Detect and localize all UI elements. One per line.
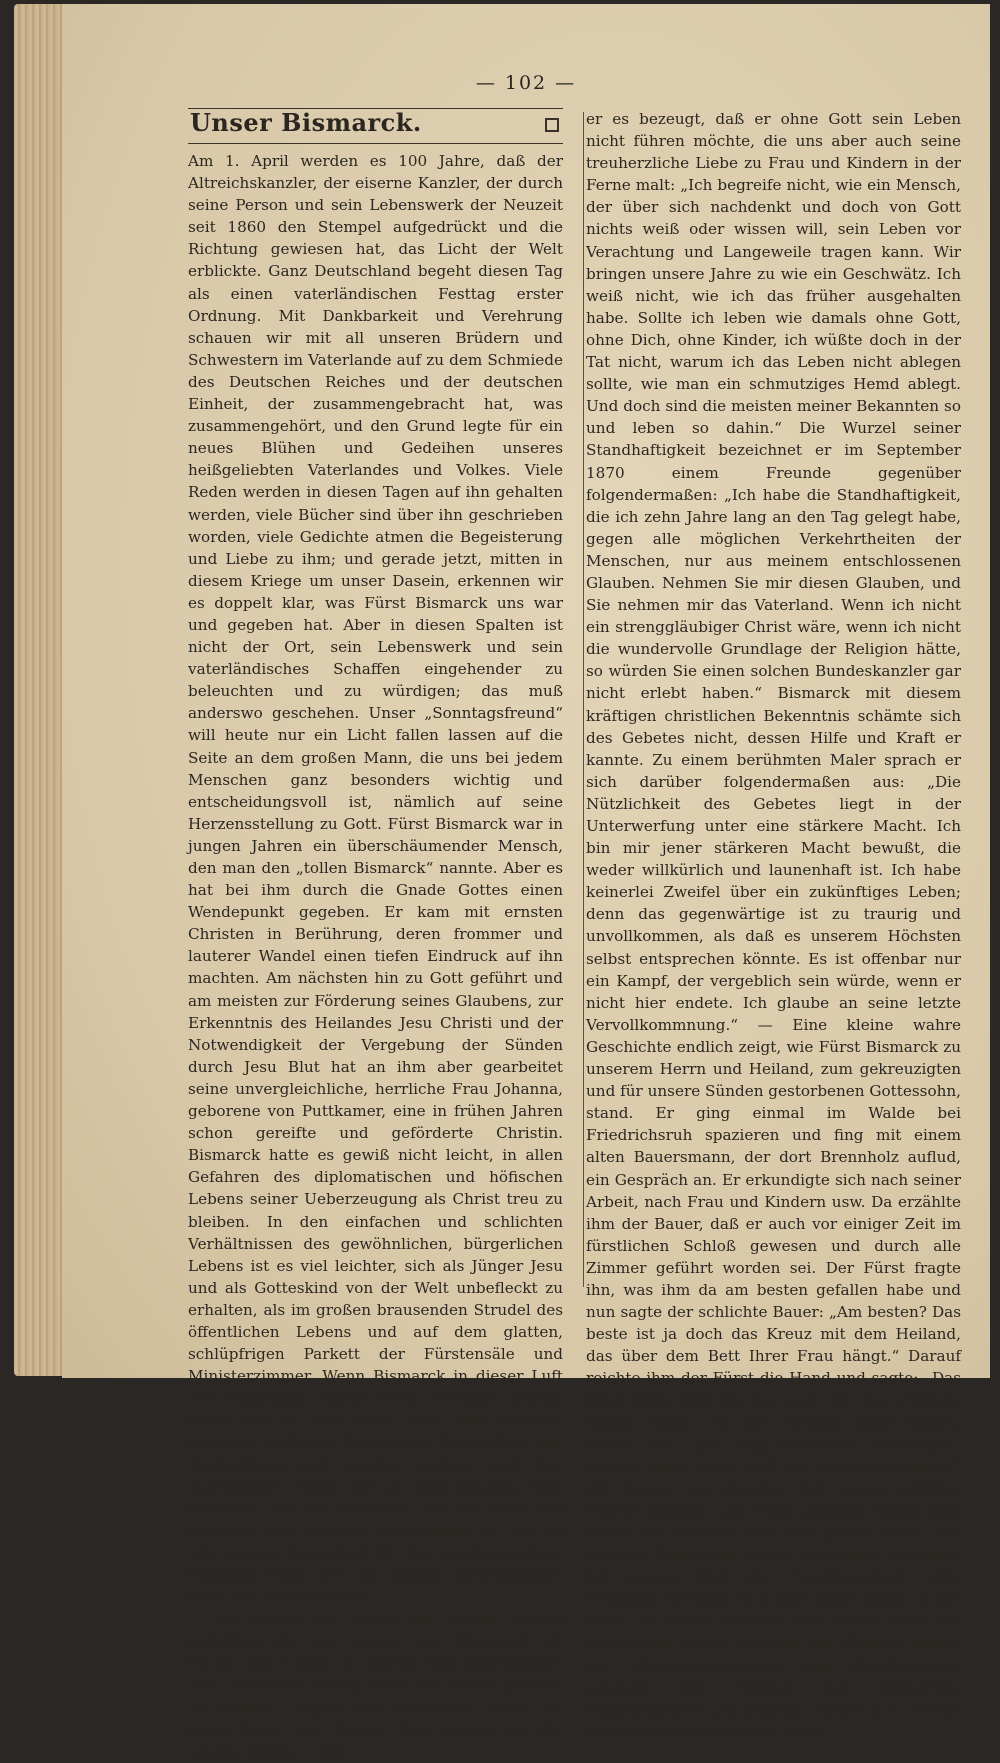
book-page-edges <box>14 4 66 1376</box>
right-column <box>586 108 961 1743</box>
column-divider <box>583 112 584 1287</box>
square-ornament-icon <box>545 118 559 132</box>
article-title: Unser Bismarck. <box>190 108 422 137</box>
headline-box <box>188 108 563 144</box>
paragraph-1: Am 1. April werden es 100 Jahre, daß der Altreichskanzler, der eiserne Kanzler, der durch seine Person und sein Lebenswerk der Neuzeit seit 1860 den Stempel aufgedrückt und die Richtung gewiesen hat, das Licht der Welt erblickte. Ganz Deutschland begeht diesen Tag als einen vaterländischen Festtag erster Ordnung. Mit Dankbarkeit und Verehrung schauen wir mit all unseren Brüdern und Schwestern im Vaterlande auf zu dem Schmiede des Deutschen Reiches und der deutschen Einheit, der zusammengebracht hat, was zusammengehört, und den Grund legte für ein neues Blühen und Gedeihen unseres heißgeliebten Vaterlandes und Volkes. Viele Reden werden in diesen Tagen auf ihn gehalten werden, viele Bücher sind über ihn geschrieben worden, viele Gedichte atmen die Begeisterung und Liebe zu ihm; und gerade jetzt, mitten in diesem Kriege um unser Dasein, erkennen wir es doppelt klar, was Fürst Bismarck uns war und gegeben hat. Aber in diesen Spalten ist nicht der Ort, sein Lebenswerk und sein vaterländisches Schaffen eingehender zu beleuchten und zu würdigen; das muß anderswo geschehen. Unser „Sonntagsfreund“ will heute nur ein Licht fallen lassen auf die Seite an dem großen Mann, die uns bei jedem Menschen ganz besonders wichtig und entscheidungsvoll ist, nämlich auf seine Herzensstellung zu Gott. Fürst Bismarck war in jungen Jahren ein überschäumender Mensch, den man den „tollen Bismarck“ nannte. Aber es hat bei ihm durch die Gnade Gottes einen Wendepunkt gegeben. Er kam mit ernsten Christen in Berührung, deren frommer und lauterer Wandel einen tiefen Eindruck auf ihn machten. Am nächsten hin zu Gott geführt und am meisten zur Förderung seines Glaubens, zur Erkenntnis des Heilandes Jesu Christi und der Notwendigkeit der Vergebung der Sünden durch Jesu Blut hat an ihm aber gearbeitet seine unvergleichliche, herrliche Frau Johanna, geborene von Puttkamer, eine in frühen Jahren schon gereifte und geförderte Christin. Bismarck hatte es gewiß nicht leicht, in allen Gefahren des diplomatischen und höfischen Lebens seiner Ueberzeugung als Christ treu zu bleiben. In den einfachen und schlichten Verhältnissen des gewöhnlichen, bürgerlichen Lebens ist es viel leichter, sich als Jünger Jesu und als Gotteskind von der Welt unbefleckt zu erhalten, als im großen brausenden Strudel des öffentlichen Lebens und auf dem glatten, schlüpfrigen Parkett der Fürstensäle und Ministerzimmer. Wenn Bismarck in dieser Luft vor Vergiftung seiner Seele bewahrt wurde, wenn wir in ihm nicht bloß den starken, geraden, ehrlichen Staatsmann bewundern, der Deutschland groß machte, sondern auch den aufrichtigen Mann, der an Gott glaubte, Gott fürchtete und ihm vertraute, von ihm Hilfe und Beistand sich erflehte, so verdankt er, wie es sein eigener Ausspruch ist, das vor allem seiner frommen Frau, die mit stillem, sanftmütigem Geist um ihn her wirkte. <box>188 152 563 1607</box>
paragraph-3: er es bezeugt, daß er ohne Gott sein Leben nicht führen möchte, die uns aber auch seine treuherzliche Liebe zu Frau und Kindern in der Ferne malt: „Ich begreife nicht, wie ein Mensch, der über sich nachdenkt und doch von Gott nichts weiß oder wissen will, sein Leben vor Verachtung und Langeweile tragen kann. Wir bringen unsere Jahre zu wie ein Geschwätz. Ich weiß nicht, wie ich das früher ausgehalten habe. Sollte ich leben wie damals ohne Gott, ohne Dich, ohne Kinder, ich wüßte doch in der Tat nicht, warum ich das Leben nicht ablegen sollte, wie man ein schmutziges Hemd ablegt. Und doch sind die meisten meiner Bekannten so und leben so dahin.“ Die Wurzel seiner Standhaftigkeit bezeichnet er im September 1870 einem Freunde gegenüber folgendermaßen: „Ich habe die Standhaftigkeit, die ich zehn Jahre lang an den Tag gelegt habe, gegen alle möglichen Verkehrtheiten der Menschen, nur aus meinem entschlossenen Glauben. Nehmen Sie mir diesen Glauben, und Sie nehmen mir das Vaterland. Wenn ich nicht ein strenggläubiger Christ wäre, wenn ich nicht die wundervolle Grundlage der Religion hätte, so würden Sie einen solchen Bundeskanzler gar nicht erlebt haben.“ Bismarck mit diesem kräftigen christlichen Bekenntnis schämte sich des Gebetes nicht, dessen Hilfe und Kraft er kannte. Zu einem berühmten Maler sprach er sich darüber folgendermaßen aus: „Die Nützlichkeit des Gebetes liegt in der Unterwerfung unter eine stärkere Macht. Ich bin mir jener stärkeren Macht bewußt, die weder willkürlich und launenhaft ist. Ich habe keinerlei Zweifel über ein zukünftiges Leben; denn das gegenwärtige ist zu traurig und unvollkommen, als daß es unserem Höchsten selbst entsprechen könnte. Es ist offenbar nur ein Kampf, der vergeblich sein würde, wenn er nicht hier endete. Ich glaube an seine letzte Vervollkommnung.“ — Eine kleine wahre Geschichte endlich zeigt, wie Fürst Bismarck zu unserem Herrn und Heiland, zum gekreuzigten und für unsere Sünden gestorbenen Gottessohn, stand. Er ging einmal im Walde bei Friedrichsruh spazieren und fing mit einem alten Bauersmann, der dort Brennholz auflud, ein Gespräch an. Er erkundigte sich nach seiner Arbeit, nach Frau und Kindern usw. Da erzählte ihm der Bauer, daß er auch vor einiger Zeit im fürstlichen Schloß gewesen und durch alle Zimmer geführt worden sei. Der Fürst fragte ihn, was ihm da am besten gefallen habe und nun sagte der schlichte Bauer: „Am besten? Das beste ist ja doch das Kreuz mit dem Heiland, das über dem Bett Ihrer Frau hängt.“ Darauf reichte ihm der Fürst die Hand und sagte: „Das freut mich, daß Sie das auch für das schönste halten. Wenn wir den Heiland nicht hätten, wären wir die unglücklichsten Geschöpfe. Dieser, unser Herr, muß uns über alles gehen.“ Wir freuen uns dankbar, daß unsere größten Führer Glauben und Treue gehalten haben dem Herrn im Himmel und daß dieser Glanz des Fürsten Bismarcks Leben verschönt. Es bleibt bei seinem Wort der Furchtlosigkeit: „Wir Deutsche fürchten Gott und sonst nichts in der Welt.“ In dieser ernsten Zeit wollen auch wir uns an den halten, der uns den Glauben stärkt, der Glaubenszuversicht und Glaubenstrost schenkt. Wir bleiben bei Bismarcks Wappenspruch: „In trinitate robur“ d. h. Meine Stärke ist im dreieinigen Gott! <box>586 110 962 1741</box>
left-column <box>188 108 563 1763</box>
page-number: — 102 — <box>475 72 577 94</box>
paragraph-2: So wollen wir heute nur einige Stellen anführen, die uns zeigen, wie Bismarck als Christ sein Leben zu führen fest entschlossen war. Herrliche Worte, wert von vielen gelesen zu werden, zeigen uns Bismarcks Briefe an seine Braut und Gattin. Dort finden wir die schöne Stelle, in der <box>188 1610 563 1761</box>
